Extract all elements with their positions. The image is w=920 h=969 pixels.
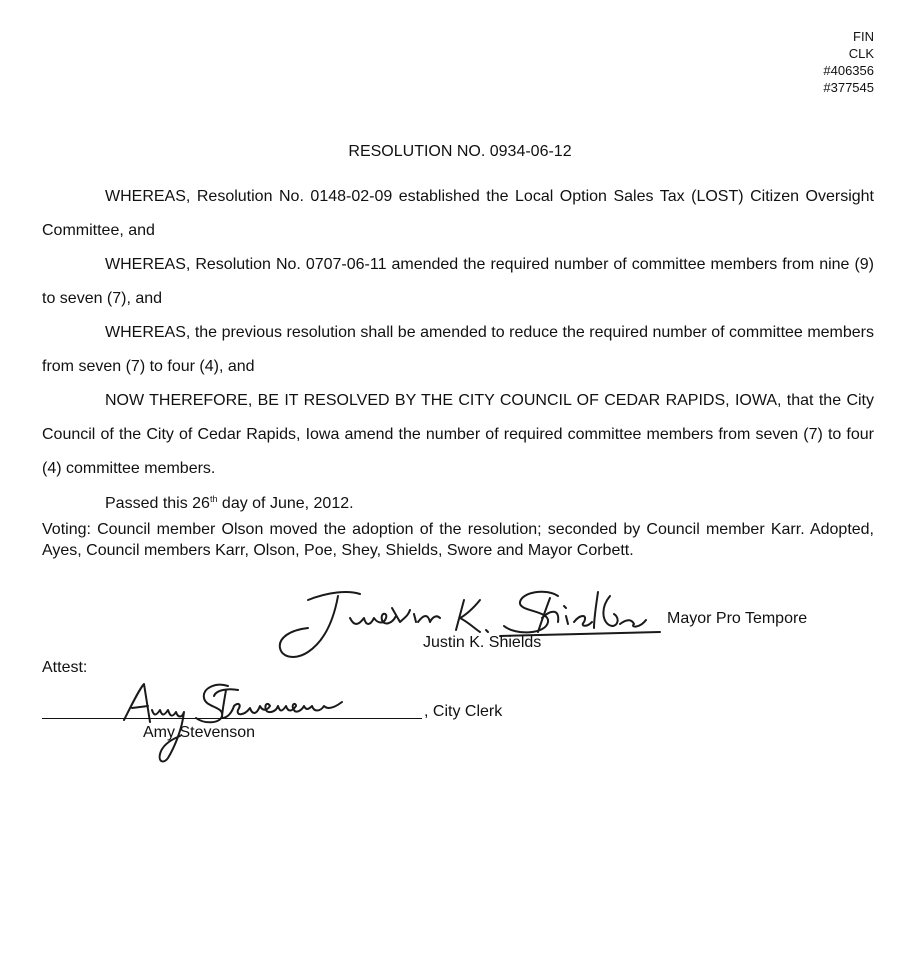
resolution-body [42,180,874,486]
whereas-paragraph-3: WHEREAS, the previous resolution shall be amended to reduce the required number of committee members from seven (7) to four (4), and [42,324,874,375]
routing-line: CLK [848,46,874,61]
resolution-title [0,143,920,161]
voting-record: Voting: Council member Olson moved the adoption of the resolution; seconded by Council member Karr. Adopted, Ayes, Council members Karr, Olson, Poe, Shey, Shields, Swore and Mayor Corbett. [42,521,874,559]
routing-line: #377545 [823,80,874,95]
resolved-paragraph: NOW THEREFORE, BE IT RESOLVED BY THE CITY COUNCIL OF CEDAR RAPIDS, IOWA, that the City Council of the City of Cedar Rapids, Iowa amend the number of required committee members from seven (7) to four (4) committee members. [42,392,874,477]
mayor-signature [268,578,668,670]
attest-label: Attest: [42,659,88,676]
clerk-title: , City Clerk [424,703,503,720]
whereas-paragraph-2: WHEREAS, Resolution No. 0707-06-11 amended the required number of committee members from nine (9) to seven (7), and [42,256,874,307]
clerk-name: Amy Stevenson [143,724,256,741]
passed-date-line [105,482,354,521]
whereas-paragraph-1: WHEREAS, Resolution No. 0148-02-09 established the Local Option Sales Tax (LOST) Citizen Oversight Committee, and [42,188,874,239]
mayor-name: Justin K. Shields [423,634,542,651]
passed-rest: day of June, 2012. [217,495,354,512]
routing-line: #406356 [823,63,874,78]
passed-ordinal: th [209,494,218,504]
clerk-signature-line [42,718,422,719]
routing-block [823,28,874,96]
passed-prefix: Passed this 26 [105,495,210,512]
routing-line: FIN [853,29,874,44]
mayor-title: Mayor Pro Tempore [667,610,808,627]
resolution-title-text: RESOLUTION NO. 0934-06-12 [348,143,572,160]
